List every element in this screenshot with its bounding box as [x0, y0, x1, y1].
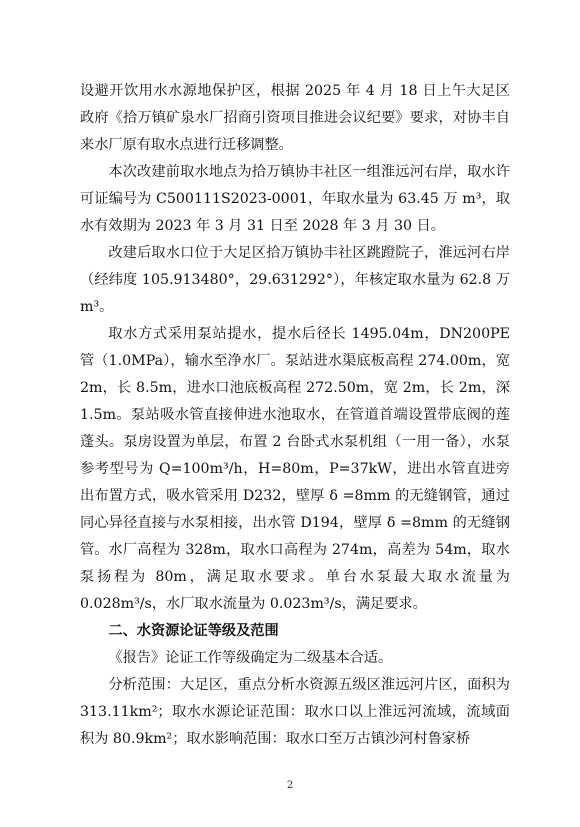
- paragraph-protection-zone: [80, 78, 510, 159]
- paragraph-report-level: [80, 645, 510, 672]
- page-number: 2: [286, 780, 294, 791]
- paragraph-intake-after: [80, 240, 510, 321]
- section-heading-level-scope: [80, 618, 510, 645]
- paragraph-text: 改建后取水口位于大足区拾万镇协丰社区跳蹬院子，淮远河右岸（经纬度 105.913480°，29.631292°），年核定取水量为 62.8 万 m³。: [80, 245, 510, 315]
- paragraph-intake-before: [80, 159, 510, 240]
- paragraph-pump-method: [80, 321, 510, 564]
- section-heading-text: 二、水资源论证等级及范围: [108, 623, 279, 639]
- paragraph-text: 本次改建前取水地点为拾万镇协丰社区一组淮远河右岸，取水许可证编号为 C500111S2023-0001，年取水量为 63.45 万 m³，取水有效期为 2023 年 3 月 31 日至 2028 年 3 月 30 日。: [80, 164, 510, 234]
- paragraph-text: 设避开饮用水水源地保护区，根据 2025 年 4 月 18 日上午大足区政府《拾万镇矿泉水厂招商引资项目推进会议纪要》要求，对协丰自来水厂原有取水点进行迁移调整。: [80, 83, 510, 153]
- paragraph-text: 取水方式采用泵站提水，提水后径长 1495.04m，DN200PE 管（1.0MPa），输水至净水厂。泵站进水渠底板高程 274.00m，宽 2m，长 8.5m，进水口池底板高程 272.50m，宽 2m，长 2m，深 1.5m。泵站吸水管直接伸进水池取水，在管道首端设置带底阀的莲蓬头。泵房设置为单层，布置 2 台卧式水泵机组（一用一备），水泵参考型号为 Q=100m³/h，H=80m，P=37kW，进出水管直进旁出布置方式，吸水管采用 D232，壁厚 δ =8mm 的无缝钢管，通过同心异径直接与水泵相接，出水管 D194，壁厚 δ =8mm 的无缝钢管。: [80, 326, 510, 558]
- paragraph-text: 分析范围：大足区，重点分析水资源五级区淮远河片区，面积为 313.11km²；取水水源论证范围：取水口以上淮远河流域，流域面积为 80.9km²；取水影响范围：取水口至万古镇沙河村鲁家桥: [80, 677, 510, 747]
- paragraph-text: 《报告》论证工作等级确定为二级基本合适。: [108, 650, 393, 666]
- paragraph-elevation: [80, 537, 510, 618]
- paragraph-analysis-scope: [80, 672, 510, 753]
- paragraph-text: 水厂高程为 328m，取水口高程为 274m，高差为 54m，取水泵扬程为 80m，满足取水要求。单台水泵最大取水流量为 0.028m³/s，水厂取水流量为 0.023m³/s，满足要求。: [80, 542, 510, 612]
